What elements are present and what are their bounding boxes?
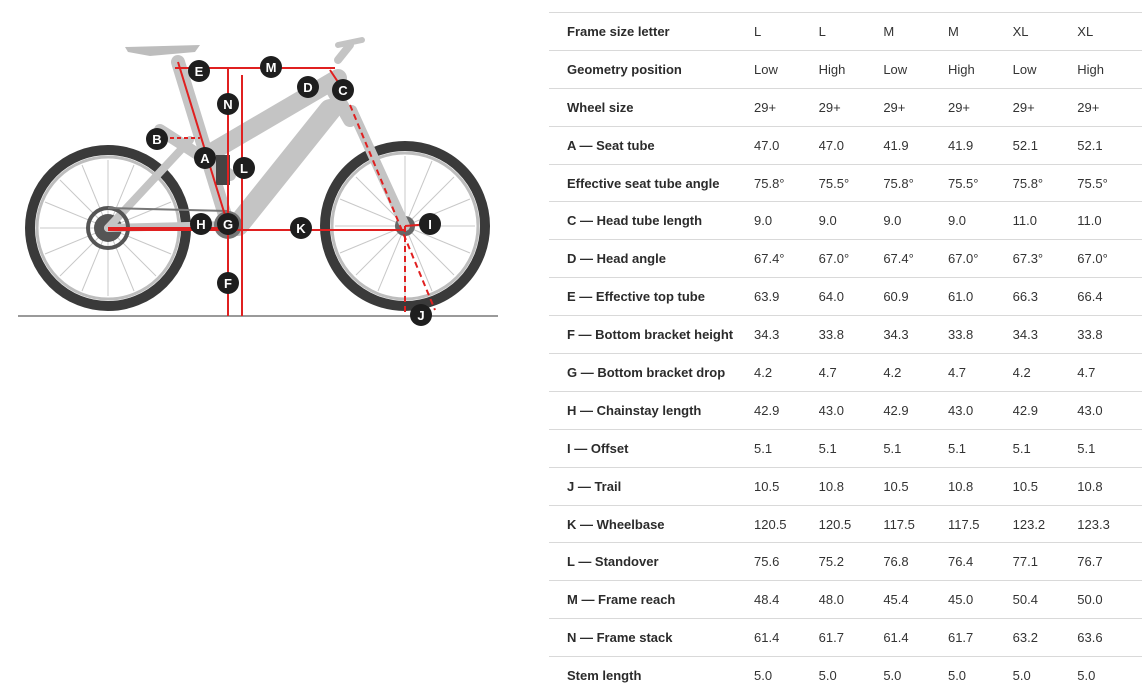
table-cell: 64.0	[819, 278, 884, 316]
table-cell: 4.2	[1013, 354, 1078, 392]
badge-b	[146, 128, 168, 150]
table-cell: 43.0	[948, 391, 1013, 429]
table-row	[549, 429, 1142, 467]
badge-m	[260, 56, 282, 78]
svg-text:M: M	[265, 60, 277, 75]
row-label: I — Offset	[549, 429, 754, 467]
table-row	[549, 164, 1142, 202]
row-label: C — Head tube length	[549, 202, 754, 240]
table-cell: 52.1	[1013, 126, 1078, 164]
svg-text:C: C	[338, 83, 348, 98]
table-cell: 5.1	[948, 429, 1013, 467]
table-row	[549, 467, 1142, 505]
svg-text:H: H	[196, 217, 206, 232]
svg-text:G: G	[222, 217, 234, 232]
table-cell: 4.7	[948, 354, 1013, 392]
row-label: L — Standover	[549, 543, 754, 581]
table-cell: 61.0	[948, 278, 1013, 316]
table-cell: 63.6	[1077, 619, 1142, 657]
row-label: D — Head angle	[549, 240, 754, 278]
table-cell: 61.4	[883, 619, 948, 657]
table-cell: 4.2	[883, 354, 948, 392]
table-cell: 45.4	[883, 581, 948, 619]
svg-text:B: B	[152, 132, 162, 147]
svg-text:I: I	[428, 217, 432, 232]
table-cell: 48.4	[754, 581, 819, 619]
table-cell: 47.0	[754, 126, 819, 164]
badge-n	[217, 93, 239, 115]
geometry-table-body	[549, 13, 1142, 695]
table-cell: 75.8°	[1013, 164, 1078, 202]
bike-geometry-diagram	[0, 0, 520, 340]
saddle	[125, 45, 200, 56]
table-cell: 43.0	[1077, 391, 1142, 429]
badge-i	[419, 213, 441, 235]
badge-a	[194, 147, 216, 169]
table-row	[549, 619, 1142, 657]
geometry-table	[549, 12, 1142, 695]
table-cell: 48.0	[819, 581, 884, 619]
table-cell: 5.0	[1013, 657, 1078, 695]
table-cell: 67.0°	[819, 240, 884, 278]
table-cell: 75.2	[819, 543, 884, 581]
table-cell: 33.8	[948, 316, 1013, 354]
svg-text:F: F	[224, 276, 232, 291]
table-cell: 5.1	[883, 429, 948, 467]
badge-k	[290, 217, 312, 239]
table-cell: 29+	[1013, 88, 1078, 126]
table-cell: 67.3°	[1013, 240, 1078, 278]
table-cell: 5.0	[754, 657, 819, 695]
table-cell: 34.3	[754, 316, 819, 354]
badge-j	[410, 304, 432, 326]
table-cell: 10.5	[1013, 467, 1078, 505]
row-label: Stem length	[549, 657, 754, 695]
table-cell: 45.0	[948, 581, 1013, 619]
table-cell: 10.8	[819, 467, 884, 505]
row-label: J — Trail	[549, 467, 754, 505]
table-cell: 43.0	[819, 391, 884, 429]
row-label: G — Bottom bracket drop	[549, 354, 754, 392]
table-cell: 120.5	[819, 505, 884, 543]
table-cell: 5.0	[948, 657, 1013, 695]
svg-text:L: L	[240, 161, 248, 176]
table-cell: 67.0°	[948, 240, 1013, 278]
table-row	[549, 126, 1142, 164]
svg-text:D: D	[303, 80, 313, 95]
badge-d	[297, 76, 319, 98]
table-cell: 117.5	[883, 505, 948, 543]
table-row	[549, 13, 1142, 51]
table-cell: 5.0	[1077, 657, 1142, 695]
table-cell: 5.1	[754, 429, 819, 467]
table-cell: XL	[1013, 13, 1078, 51]
table-cell: 10.8	[948, 467, 1013, 505]
table-cell: 11.0	[1077, 202, 1142, 240]
table-cell: 42.9	[754, 391, 819, 429]
table-row	[549, 202, 1142, 240]
row-label: E — Effective top tube	[549, 278, 754, 316]
row-label: Frame size letter	[549, 13, 754, 51]
row-label: N — Frame stack	[549, 619, 754, 657]
table-cell: 66.4	[1077, 278, 1142, 316]
table-cell: 61.7	[819, 619, 884, 657]
row-label: K — Wheelbase	[549, 505, 754, 543]
table-cell: 61.7	[948, 619, 1013, 657]
table-cell: 5.1	[819, 429, 884, 467]
table-row	[549, 50, 1142, 88]
table-cell: 4.7	[1077, 354, 1142, 392]
table-cell: L	[754, 13, 819, 51]
badge-f	[217, 272, 239, 294]
table-cell: High	[948, 50, 1013, 88]
table-cell: 77.1	[1013, 543, 1078, 581]
table-cell: 9.0	[883, 202, 948, 240]
table-cell: 10.5	[883, 467, 948, 505]
table-cell: Low	[754, 50, 819, 88]
table-cell: 4.7	[819, 354, 884, 392]
table-cell: 52.1	[1077, 126, 1142, 164]
table-cell: 63.9	[754, 278, 819, 316]
table-cell: 9.0	[819, 202, 884, 240]
table-row	[549, 354, 1142, 392]
table-cell: 5.1	[1013, 429, 1078, 467]
table-cell: High	[1077, 50, 1142, 88]
table-cell: 41.9	[883, 126, 948, 164]
table-cell: 29+	[819, 88, 884, 126]
row-label: M — Frame reach	[549, 581, 754, 619]
table-cell: 50.4	[1013, 581, 1078, 619]
row-label: Wheel size	[549, 88, 754, 126]
row-label: H — Chainstay length	[549, 391, 754, 429]
table-row	[549, 581, 1142, 619]
badge-e	[188, 60, 210, 82]
table-cell: 34.3	[1013, 316, 1078, 354]
table-row	[549, 543, 1142, 581]
table-cell: L	[819, 13, 884, 51]
table-cell: 29+	[754, 88, 819, 126]
table-cell: 10.8	[1077, 467, 1142, 505]
table-cell: 11.0	[1013, 202, 1078, 240]
table-cell: High	[819, 50, 884, 88]
table-cell: 63.2	[1013, 619, 1078, 657]
table-cell: 29+	[1077, 88, 1142, 126]
table-row	[549, 391, 1142, 429]
table-cell: 60.9	[883, 278, 948, 316]
table-cell: 10.5	[754, 467, 819, 505]
table-cell: XL	[1077, 13, 1142, 51]
table-cell: 123.2	[1013, 505, 1078, 543]
table-cell: 4.2	[754, 354, 819, 392]
row-label: Geometry position	[549, 50, 754, 88]
table-row	[549, 88, 1142, 126]
table-cell: 42.9	[883, 391, 948, 429]
table-cell: M	[948, 13, 1013, 51]
table-cell: 5.0	[819, 657, 884, 695]
table-cell: 123.3	[1077, 505, 1142, 543]
svg-text:E: E	[194, 64, 204, 79]
table-row	[549, 657, 1142, 695]
svg-text:J: J	[417, 308, 425, 323]
table-cell: 41.9	[948, 126, 1013, 164]
table-cell: 61.4	[754, 619, 819, 657]
table-cell: 76.7	[1077, 543, 1142, 581]
row-label: A — Seat tube	[549, 126, 754, 164]
table-cell: 5.1	[1077, 429, 1142, 467]
table-row	[549, 278, 1142, 316]
badge-l	[233, 157, 255, 179]
table-cell: 75.5°	[819, 164, 884, 202]
table-cell: 76.8	[883, 543, 948, 581]
row-label: F — Bottom bracket height	[549, 316, 754, 354]
table-cell: 120.5	[754, 505, 819, 543]
table-cell: 5.0	[883, 657, 948, 695]
table-cell: 29+	[948, 88, 1013, 126]
table-cell: M	[883, 13, 948, 51]
table-cell: 66.3	[1013, 278, 1078, 316]
badge-c	[332, 79, 354, 101]
svg-text:A: A	[200, 151, 210, 166]
svg-text:N: N	[223, 97, 233, 112]
table-cell: 75.5°	[1077, 164, 1142, 202]
table-row	[549, 240, 1142, 278]
table-cell: 75.6	[754, 543, 819, 581]
table-cell: 75.8°	[883, 164, 948, 202]
table-cell: 29+	[883, 88, 948, 126]
table-cell: 75.5°	[948, 164, 1013, 202]
badge-g	[217, 213, 239, 235]
table-cell: 67.4°	[754, 240, 819, 278]
table-cell: 34.3	[883, 316, 948, 354]
table-row	[549, 505, 1142, 543]
table-cell: Low	[883, 50, 948, 88]
table-cell: 33.8	[819, 316, 884, 354]
row-label: Effective seat tube angle	[549, 164, 754, 202]
table-cell: 42.9	[1013, 391, 1078, 429]
table-cell: 67.0°	[1077, 240, 1142, 278]
table-cell: 33.8	[1077, 316, 1142, 354]
svg-text:K: K	[296, 221, 306, 236]
table-cell: 50.0	[1077, 581, 1142, 619]
table-cell: Low	[1013, 50, 1078, 88]
table-cell: 9.0	[754, 202, 819, 240]
badge-h	[190, 213, 212, 235]
table-cell: 117.5	[948, 505, 1013, 543]
table-cell: 47.0	[819, 126, 884, 164]
table-cell: 9.0	[948, 202, 1013, 240]
table-cell: 67.4°	[883, 240, 948, 278]
table-row	[549, 316, 1142, 354]
table-cell: 75.8°	[754, 164, 819, 202]
table-cell: 76.4	[948, 543, 1013, 581]
